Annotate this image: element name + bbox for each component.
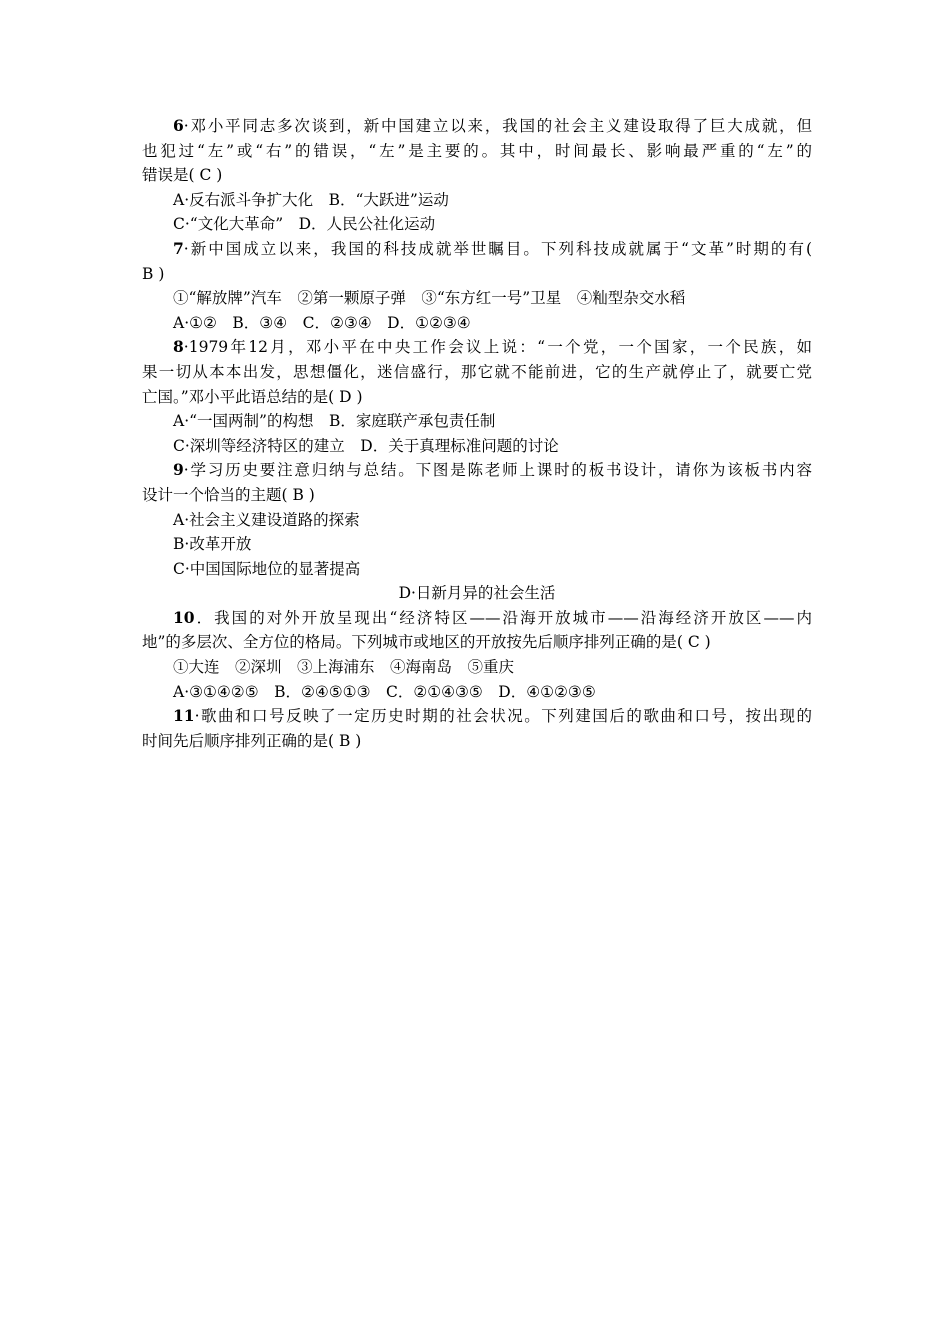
- q11-number: 11: [173, 706, 195, 726]
- q9-number: 9: [173, 460, 184, 480]
- q8-options-2: C·深圳等经济特区的建立 D．关于真理标准问题的讨论: [173, 436, 559, 455]
- q8-number: 8: [173, 337, 184, 357]
- q6-options-1: A·反右派斗争扩大化 B．“大跃进”运动: [173, 190, 449, 209]
- q8-line-3: 亡国。”邓小平此语总结的是( D ): [142, 387, 363, 406]
- q9-option-a: A·社会主义建设道路的探索: [173, 510, 360, 529]
- q9-line-1: [142, 458, 812, 483]
- q9-option-d: D·日新月异的社会生活: [398, 584, 556, 603]
- q10-options: A·③①④②⑤ B．②④⑤①③ C．②①④③⑤ D．④①②③⑤: [173, 682, 596, 701]
- q9-line-2: 设计一个恰当的主题( B ): [142, 485, 315, 504]
- q7-line-2: B ): [142, 264, 165, 283]
- q11-stem-1: ·歌曲和口号反映了一定历史时期的社会状况。下列建国后的歌曲和口号，按出现的: [194, 707, 812, 726]
- q10-stem-1: ．我国的对外开放呈现出“经济特区——沿海开放城市——沿海经济开放区——内: [194, 608, 812, 627]
- q10-line-1: [142, 606, 812, 631]
- q6-options-2: C·“文化大革命” D．人民公社化运动: [173, 215, 436, 234]
- q6-number: 6: [173, 116, 184, 135]
- q10-items: ①大连 ②深圳 ③上海浦东 ④海南岛 ⑤重庆: [173, 658, 515, 677]
- q7-stem-1: ·新中国成立以来，我国的科技成就举世瞩目。下列科技成就属于“文革”时期的有(: [183, 239, 812, 258]
- q6-stem-1: ·邓小平同志多次谈到，新中国建立以来，我国的社会主义建设取得了巨大成就，但: [183, 117, 812, 135]
- q8-line-2: 果一切从本本出发，思想僵化，迷信盛行，那它就不能前进，它的生产就停止了，就要亡党: [142, 362, 812, 381]
- q7-items: ①“解放牌”汽车 ②第一颗原子弹 ③“东方红一号”卫星 ④籼型杂交水稻: [173, 289, 686, 308]
- q6-line-3: 错误是( C ): [142, 166, 223, 185]
- q6-line-2: 也犯过“左”或“右”的错误，“左”是主要的。其中，时间最长、影响最严重的“左”的: [142, 141, 812, 160]
- q8-line-1: [142, 335, 812, 360]
- q7-line-1: [142, 237, 812, 262]
- q9-option-c: C·中国国际地位的显著提高: [173, 559, 361, 578]
- q7-options: A·①② B．③④ C．②③④ D．①②③④: [173, 313, 471, 332]
- q8-stem-1: ·1979年12月，邓小平在中央工作会议上说：“一个党，一个国家，一个民族，如: [183, 338, 812, 357]
- question-document: [142, 114, 812, 753]
- q10-line-2: 地”的多层次、全方位的格局。下列城市或地区的开放按先后顺序排列正确的是( C ): [142, 633, 711, 652]
- q10-number: 10: [173, 607, 195, 627]
- q9-option-b: B·改革开放: [173, 535, 252, 554]
- q11-line-1: [142, 704, 812, 729]
- q6-line-1: [142, 114, 812, 139]
- q7-number: 7: [173, 238, 184, 258]
- q9-stem-1: ·学习历史要注意归纳与总结。下图是陈老师上课时的板书设计，请你为该板书内容: [183, 461, 812, 480]
- q8-options-1: A·“一国两制”的构想 B．家庭联产承包责任制: [173, 412, 496, 431]
- q11-line-2: 时间先后顺序排列正确的是( B ): [142, 731, 362, 750]
